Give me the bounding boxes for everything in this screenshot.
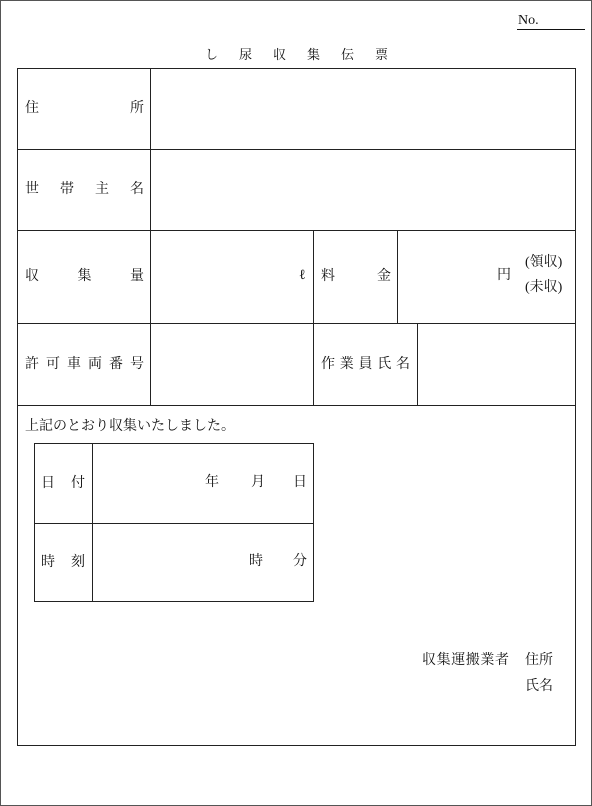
- yen-unit: 円: [497, 268, 511, 283]
- address-label: 住所: [25, 101, 144, 116]
- time-label-cell: [34, 523, 93, 602]
- month-unit: 月: [251, 475, 265, 490]
- collection-statement: 上記のとおり収集いたしました。: [25, 419, 235, 434]
- hour-unit: 時: [249, 554, 263, 569]
- date-label-cell: [34, 443, 93, 524]
- vehicle-number-label-cell: [17, 323, 151, 406]
- date-label: 日付: [41, 475, 85, 491]
- worker-name-label: 作業員氏名: [321, 356, 410, 372]
- volume-field: [150, 230, 314, 324]
- worker-name-field: [417, 323, 576, 406]
- worker-name-label-cell: [313, 323, 418, 406]
- collection-statement-area: [17, 405, 576, 746]
- address-field: [150, 68, 576, 150]
- vehicle-number-field: [150, 323, 314, 406]
- volume-label-cell: [17, 230, 151, 324]
- year-unit: 年: [205, 475, 219, 490]
- collector-label: 収集運搬業者: [422, 653, 510, 668]
- collector-name-label: 氏名: [525, 679, 553, 694]
- vehicle-number-label: 許可車両番号: [25, 356, 144, 372]
- slip-title: し尿収集伝票: [205, 47, 410, 62]
- slip-number-label: No.: [518, 13, 539, 28]
- householder-label-cell: [17, 149, 151, 231]
- volume-label: 収集量: [25, 269, 144, 284]
- day-unit: 日: [293, 475, 307, 490]
- fee-label-cell: [313, 230, 398, 324]
- fee-label: 料金: [321, 269, 391, 284]
- time-label: 時刻: [41, 554, 85, 570]
- fee-field: [397, 230, 576, 324]
- unpaid-status: (未収): [525, 280, 563, 295]
- date-field: [92, 443, 314, 524]
- liter-unit: ℓ: [299, 268, 306, 283]
- minute-unit: 分: [293, 554, 307, 569]
- collector-address-label: 住所: [525, 653, 553, 668]
- paid-status: (領収): [525, 255, 563, 270]
- householder-label: 世帯主名: [25, 182, 144, 197]
- time-field: [92, 523, 314, 602]
- address-label-cell: [17, 68, 151, 150]
- householder-field: [150, 149, 576, 231]
